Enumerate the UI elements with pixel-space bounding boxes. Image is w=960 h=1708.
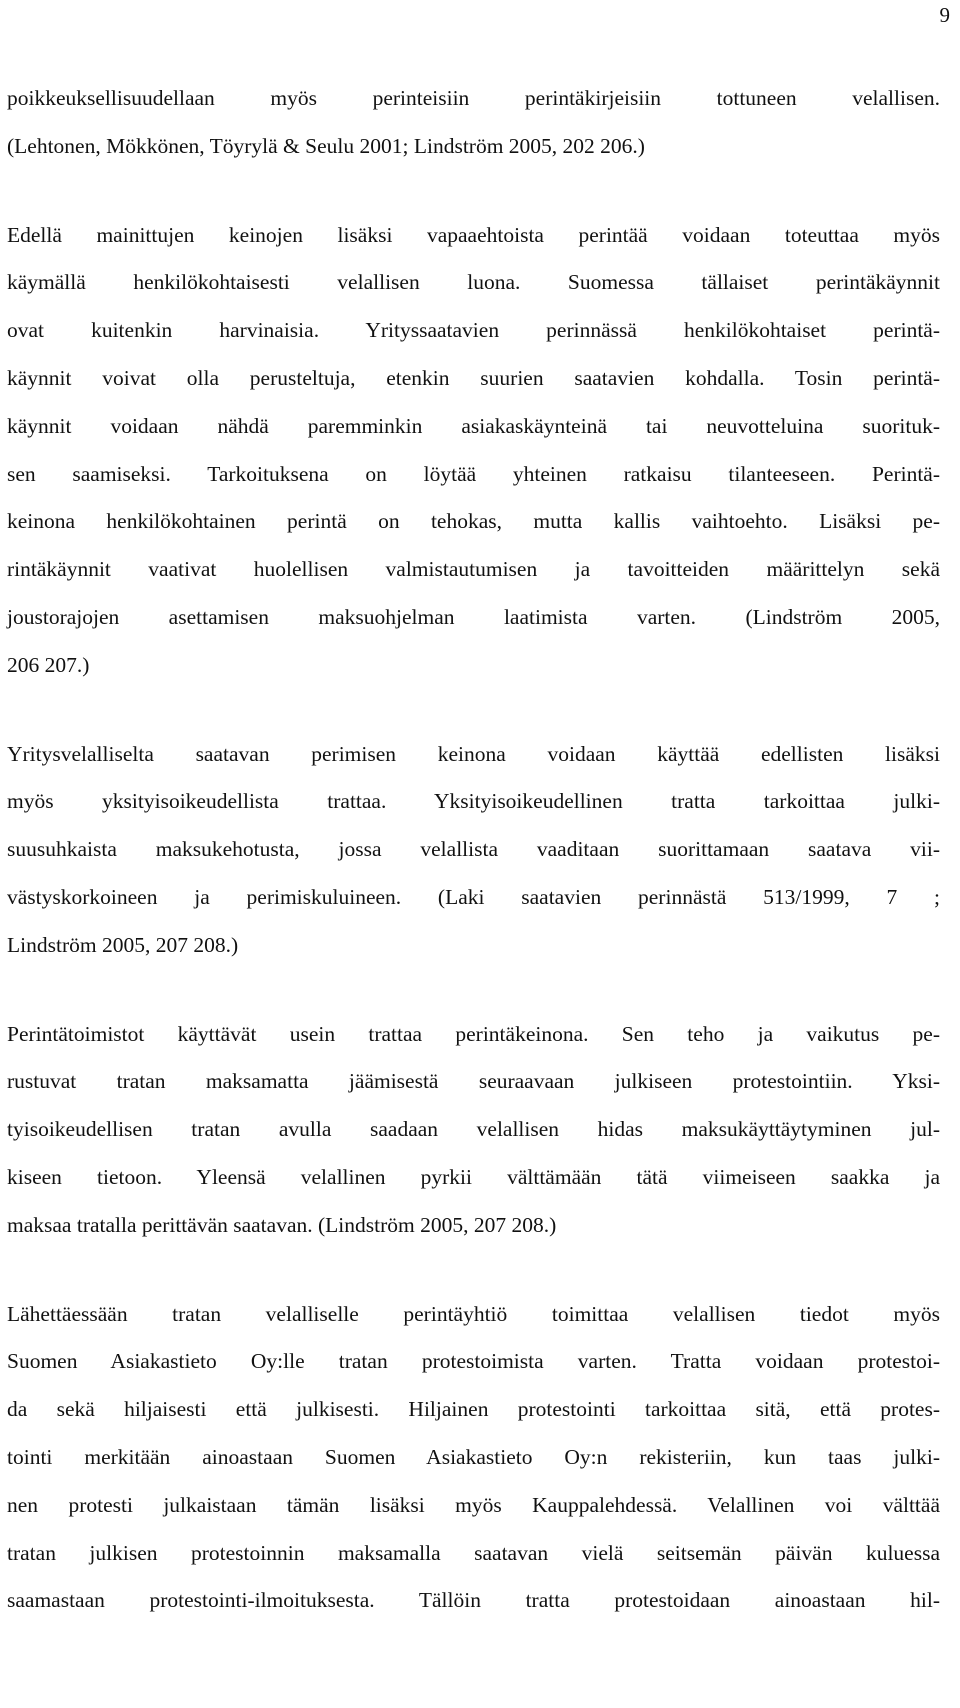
paragraph-4 — [7, 1011, 940, 1250]
text-line: myös yksityisoikeudellista trattaa. Yksityisoikeudellinen tratta tarkoittaa julki- — [7, 789, 940, 814]
text-line: nen protesti julkaistaan tämän lisäksi myös Kauppalehdessä. Velallinen voi välttää — [7, 1492, 940, 1517]
text-line: västyskorkoineen ja perimiskuluineen. (Laki saatavien perinnästä 513/1999, 7 ; — [7, 884, 940, 909]
text-line: Perintätoimistot käyttävät usein trattaa perintäkeinona. Sen teho ja vaikutus pe- — [7, 1021, 940, 1046]
text-line: suusuhkaista maksukehotusta, jossa velallista vaaditaan suorittamaan saatava vii- — [7, 837, 940, 862]
text-line: 206 207.) — [7, 652, 90, 677]
text-line: maksaa tratalla perittävän saatavan. (Lindström 2005, 207 208.) — [7, 1212, 557, 1237]
text-line: tratan julkisen protestoinnin maksamalla saatavan vielä seitsemän päivän kuluessa — [7, 1540, 940, 1565]
text-line: sen saamiseksi. Tarkoituksena on löytää yhteinen ratkaisu tilanteeseen. Perintä- — [7, 461, 940, 486]
text-line: keinona henkilökohtainen perintä on tehokas, mutta kallis vaihtoehto. Lisäksi pe- — [7, 509, 940, 534]
document-body — [7, 75, 940, 1625]
text-line: rustuvat tratan maksamatta jäämisestä seuraavaan julkiseen protestointiin. Yksi- — [7, 1069, 940, 1094]
text-line: tointi merkitään ainoastaan Suomen Asiakastieto Oy:n rekisteriin, kun taas julki- — [7, 1444, 940, 1469]
text-line: da sekä hiljaisesti että julkisesti. Hiljainen protestointi tarkoittaa sitä, että protes- — [7, 1397, 940, 1422]
text-line: Edellä mainittujen keinojen lisäksi vapaaehtoista perintää voidaan toteuttaa myös — [7, 222, 940, 247]
text-line: kiseen tietoon. Yleensä velallinen pyrkii välttämään tätä viimeiseen saakka ja — [7, 1164, 940, 1189]
text-line: (Lehtonen, Mökkönen, Töyrylä & Seulu 2001; Lindström 2005, 202 206.) — [7, 133, 645, 158]
text-line: Lindström 2005, 207 208.) — [7, 932, 239, 957]
page-number: 9 — [939, 3, 950, 27]
paragraph-2 — [7, 212, 940, 690]
text-line: käynnit voidaan nähdä paremminkin asiakaskäynteinä tai neuvotteluina suorituk- — [7, 413, 940, 438]
text-line: käynnit voivat olla perusteltuja, etenkin suurien saatavien kohdalla. Tosin perintä- — [7, 365, 940, 390]
text-line: rintäkäynnit vaativat huolellisen valmistautumisen ja tavoitteiden määrittelyn sekä — [7, 557, 940, 582]
text-line: joustorajojen asettamisen maksuohjelman laatimista varten. (Lindström 2005, — [7, 604, 940, 629]
text-line: käymällä henkilökohtaisesti velallisen luona. Suomessa tällaiset perintäkäynnit — [7, 270, 940, 295]
text-line: Yritysvelalliselta saatavan perimisen keinona voidaan käyttää edellisten lisäksi — [7, 741, 940, 766]
paragraph-5 — [7, 1291, 940, 1626]
text-line: tyisoikeudellisen tratan avulla saadaan velallisen hidas maksukäyttäytyminen jul- — [7, 1117, 940, 1142]
paragraph-1 — [7, 75, 940, 171]
paragraph-3 — [7, 731, 940, 970]
text-line: Suomen Asiakastieto Oy:lle tratan protestoimista varten. Tratta voidaan protestoi- — [7, 1349, 940, 1374]
text-line: saamastaan protestointi-ilmoituksesta. Tällöin tratta protestoidaan ainoastaan hil- — [7, 1588, 940, 1613]
text-line: poikkeuksellisuudellaan myös perinteisiin perintäkirjeisiin tottuneen velallisen. — [7, 86, 940, 110]
text-line: Lähettäessään tratan velalliselle perintäyhtiö toimittaa velallisen tiedot myös — [7, 1301, 940, 1326]
text-line: ovat kuitenkin harvinaisia. Yrityssaatavien perinnässä henkilökohtaiset perintä- — [7, 318, 940, 343]
